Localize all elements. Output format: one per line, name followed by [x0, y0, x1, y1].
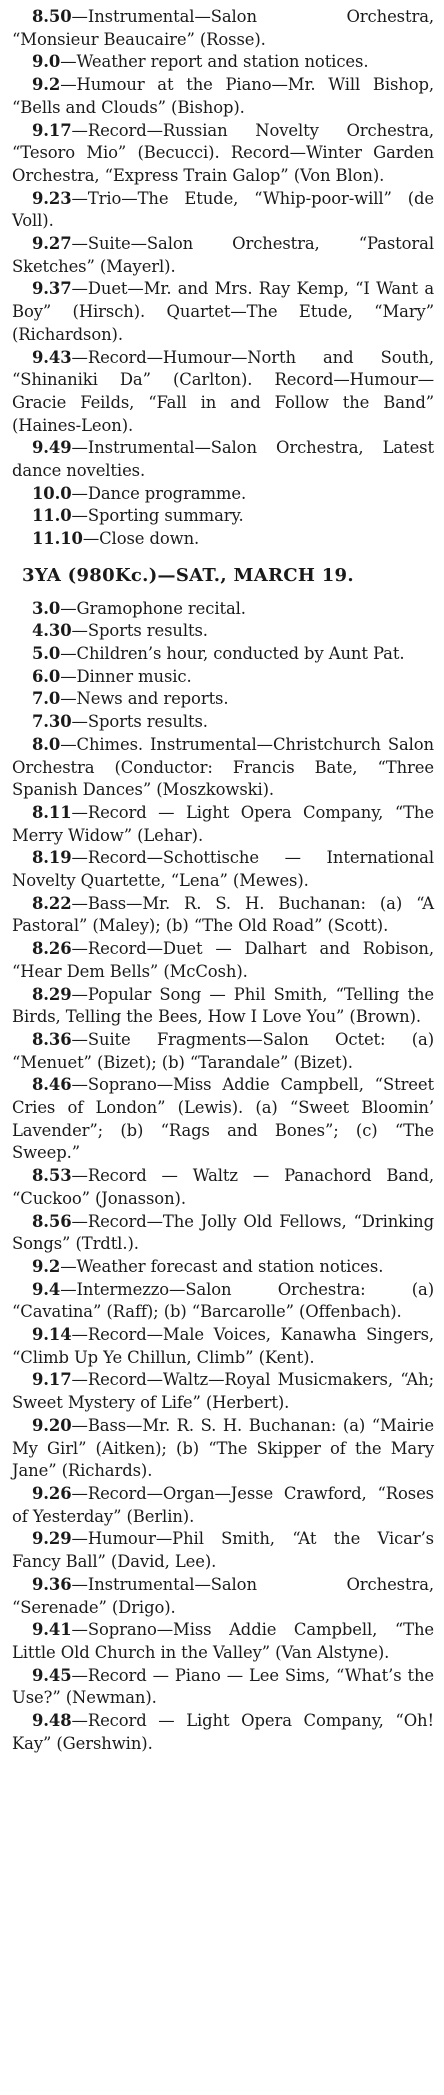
entry-time: 9.29 [32, 1529, 72, 1549]
programme-entry [12, 120, 434, 188]
entry-description: —Record — Light Opera Company, “The Merry Widow” (Lehar). [12, 802, 434, 845]
entry-description: —Record—The Jolly Old Fellows, “Drinking Songs” (Trdtl.). [12, 1211, 434, 1254]
entry-description: —Suite Fragments—Salon Octet: (a) “Menuet” (Bizet); (b) “Tarandale” (Bizet). [12, 1029, 434, 1072]
programme-entry [12, 1574, 434, 1619]
entry-time: 8.29 [32, 984, 72, 1004]
programme-entry [12, 6, 434, 51]
programme-entry [12, 483, 434, 506]
entry-time: 9.27 [32, 234, 72, 254]
programme-section-1 [12, 6, 434, 551]
entry-description: —Sports results. [71, 712, 208, 732]
entry-description: —Soprano—Miss Addie Campbell, “Street Cries of London” (Lewis). (a) “Sweet Bloomin’ Lavender”; (b) “Rags and Bones”; (c) “The Sweep.” [12, 1075, 434, 1163]
entry-time: 4.30 [32, 621, 72, 641]
programme-entry [12, 802, 434, 847]
entry-time: 9.2 [32, 75, 61, 95]
programme-entry [12, 1165, 434, 1210]
entry-time: 5.0 [32, 643, 61, 663]
entry-description: —Record—Male Voices, Kanawha Singers, “Climb Up Ye Chillun, Climb” (Kent). [12, 1325, 434, 1367]
entry-description: —Bass—Mr. R. S. H. Buchanan: (a) “A Pastoral” (Maley); (b) “The Old Road” (Scott). [12, 893, 434, 936]
programme-entry [12, 437, 434, 482]
programme-entry [12, 734, 434, 802]
programme-entry [12, 1256, 434, 1279]
entry-time: 9.45 [32, 1665, 72, 1685]
programme-entry [12, 1665, 434, 1710]
entry-time: 9.20 [32, 1415, 72, 1435]
entry-time: 9.41 [32, 1620, 72, 1640]
entry-time: 8.26 [32, 939, 72, 959]
entry-time: 8.36 [32, 1029, 72, 1049]
programme-entry [12, 1710, 434, 1755]
entry-description: —Record—Humour—North and South, “Shinaniki Da” (Carlton). Record—Humour—Gracie Feilds, “Fall in and Follow the Band” (Haines-Leon). [12, 347, 434, 435]
entry-description: —Intermezzo—Salon Orchestra: (a) “Cavatina” (Raff); (b) “Barcarolle” (Offenbach). [12, 1279, 434, 1322]
programme-entry [12, 1324, 434, 1369]
entry-time: 8.46 [32, 1075, 72, 1095]
entry-description: —Record—Waltz—Royal Musicmakers, “Ah; Sweet Mystery of Life” (Herbert). [12, 1370, 434, 1413]
entry-description: —Instrumental—Salon Orchestra, “Monsieur Beaucaire” (Rosse). [12, 7, 434, 49]
entry-time: 9.0 [32, 52, 61, 72]
station-heading: 3YA (980Kc.)—SAT., MARCH 19. [22, 564, 354, 586]
entry-time: 8.22 [32, 893, 72, 913]
programme-entry [12, 528, 434, 551]
programme-entry [12, 74, 434, 119]
programme-entry [12, 620, 434, 643]
entry-time: 7.0 [32, 689, 61, 709]
entry-time: 9.37 [32, 279, 72, 299]
entry-time: 9.23 [32, 188, 72, 208]
programme-entry [12, 1619, 434, 1664]
entry-time: 9.49 [32, 438, 72, 458]
programme-entry [12, 1074, 434, 1165]
entry-time: 8.11 [32, 802, 72, 822]
entry-description: —Children’s hour, conducted by Aunt Pat. [60, 643, 405, 663]
programme-entry [12, 188, 434, 233]
programme-entry [12, 1211, 434, 1256]
programme-section-2 [12, 598, 434, 1756]
programme-entry [12, 278, 434, 346]
entry-description: —Record — Light Opera Company, “Oh! Kay” (Gershwin). [12, 1711, 434, 1753]
programme-entry [12, 233, 434, 278]
entry-description: —News and reports. [60, 689, 229, 709]
entry-time: 10.0 [32, 483, 72, 503]
entry-description: —Duet—Mr. and Mrs. Ray Kemp, “I Want a Boy” (Hirsch). Quartet—The Etude, “Mary” (Richardson). [12, 279, 434, 344]
programme-entry [12, 347, 434, 438]
entry-description: —Record — Piano — Lee Sims, “What’s the Use?” (Newman). [12, 1665, 434, 1708]
entry-description: —Weather forecast and station notices. [60, 1256, 384, 1276]
entry-time: 8.50 [32, 7, 72, 26]
programme-entry [12, 505, 434, 528]
programme-entry [12, 893, 434, 938]
entry-description: —Dance programme. [71, 483, 247, 503]
entry-description: —Trio—The Etude, “Whip-poor-will” (de Voll). [12, 188, 434, 231]
entry-description: —Suite—Salon Orchestra, “Pastoral Sketches” (Mayerl). [12, 234, 434, 276]
programme-entry [12, 688, 434, 711]
entry-time: 9.2 [32, 1256, 61, 1276]
programme-entry [12, 1415, 434, 1483]
entry-time: 9.4 [32, 1279, 61, 1299]
programme-entry [12, 1483, 434, 1528]
entry-time: 9.26 [32, 1484, 72, 1503]
entry-time: 8.19 [32, 848, 72, 868]
programme-entry [12, 1369, 434, 1414]
programme-entry [12, 666, 434, 689]
entry-description: —Sports results. [71, 621, 208, 641]
entry-description: —Humour—Phil Smith, “At the Vicar’s Fancy Ball” (David, Lee). [12, 1529, 434, 1572]
programme-entry [12, 51, 434, 74]
entry-description: —Chimes. Instrumental—Christchurch Salon Orchestra (Conductor: Francis Bate, “Three Spanish Dances” (Moszkowski). [12, 734, 434, 800]
entry-description: —Record—Schottische — International Novelty Quartette, “Lena” (Mewes). [12, 848, 434, 891]
entry-description: —Gramophone recital. [60, 598, 246, 618]
entry-description: —Sporting summary. [71, 506, 244, 526]
entry-description: —Bass—Mr. R. S. H. Buchanan: (a) “Mairie My Girl” (Aitken); (b) “The Skipper of the Mary Jane” (Richards). [12, 1415, 434, 1481]
entry-time: 8.56 [32, 1211, 72, 1231]
entry-time: 11.10 [32, 529, 83, 549]
entry-description: —Instrumental—Salon Orchestra, Latest dance novelties. [12, 438, 434, 481]
entry-description: —Soprano—Miss Addie Campbell, “The Little Old Church in the Valley” (Van Alstyne). [12, 1620, 434, 1662]
entry-description: —Record—Russian Novelty Orchestra, “Tesoro Mio” (Becucci). Record—Winter Garden Orchestra, “Express Train Galop” (Von Blon). [12, 120, 434, 185]
entry-description: —Humour at the Piano—Mr. Will Bishop, “Bells and Clouds” (Bishop). [12, 75, 434, 117]
entry-time: 9.17 [32, 120, 72, 140]
programme-entry [12, 847, 434, 892]
programme-entry [12, 1279, 434, 1324]
entry-time: 9.36 [32, 1574, 72, 1594]
entry-description: —Weather report and station notices. [60, 52, 369, 72]
programme-entry [12, 1528, 434, 1573]
entry-description: —Record—Organ—Jesse Crawford, “Roses of Yesterday” (Berlin). [12, 1484, 434, 1526]
entry-time: 9.14 [32, 1325, 72, 1345]
entry-time: 6.0 [32, 666, 61, 686]
programme-entry [12, 984, 434, 1029]
entry-time: 9.48 [32, 1711, 72, 1731]
programme-entry [12, 598, 434, 621]
entry-time: 8.0 [32, 734, 61, 754]
entry-time: 9.43 [32, 347, 72, 367]
entry-time: 3.0 [32, 598, 61, 618]
entry-description: —Popular Song — Phil Smith, “Telling the Birds, Telling the Bees, How I Love You” (Brown). [12, 984, 434, 1027]
entry-time: 11.0 [32, 506, 72, 526]
entry-time: 7.30 [32, 712, 72, 732]
programme-entry [12, 938, 434, 983]
entry-time: 9.17 [32, 1370, 72, 1390]
entry-description: —Dinner music. [60, 666, 192, 686]
entry-time: 8.53 [32, 1166, 72, 1186]
entry-description: —Record—Duet — Dalhart and Robison, “Hear Dem Bells” (McCosh). [12, 939, 434, 981]
programme-entry [12, 711, 434, 734]
programme-entry [12, 643, 434, 666]
entry-description: —Instrumental—Salon Orchestra, “Serenade” (Drigo). [12, 1574, 434, 1617]
programme-entry [12, 1029, 434, 1074]
entry-description: —Record — Waltz — Panachord Band, “Cuckoo” (Jonasson). [12, 1166, 434, 1208]
entry-description: —Close down. [82, 529, 200, 549]
